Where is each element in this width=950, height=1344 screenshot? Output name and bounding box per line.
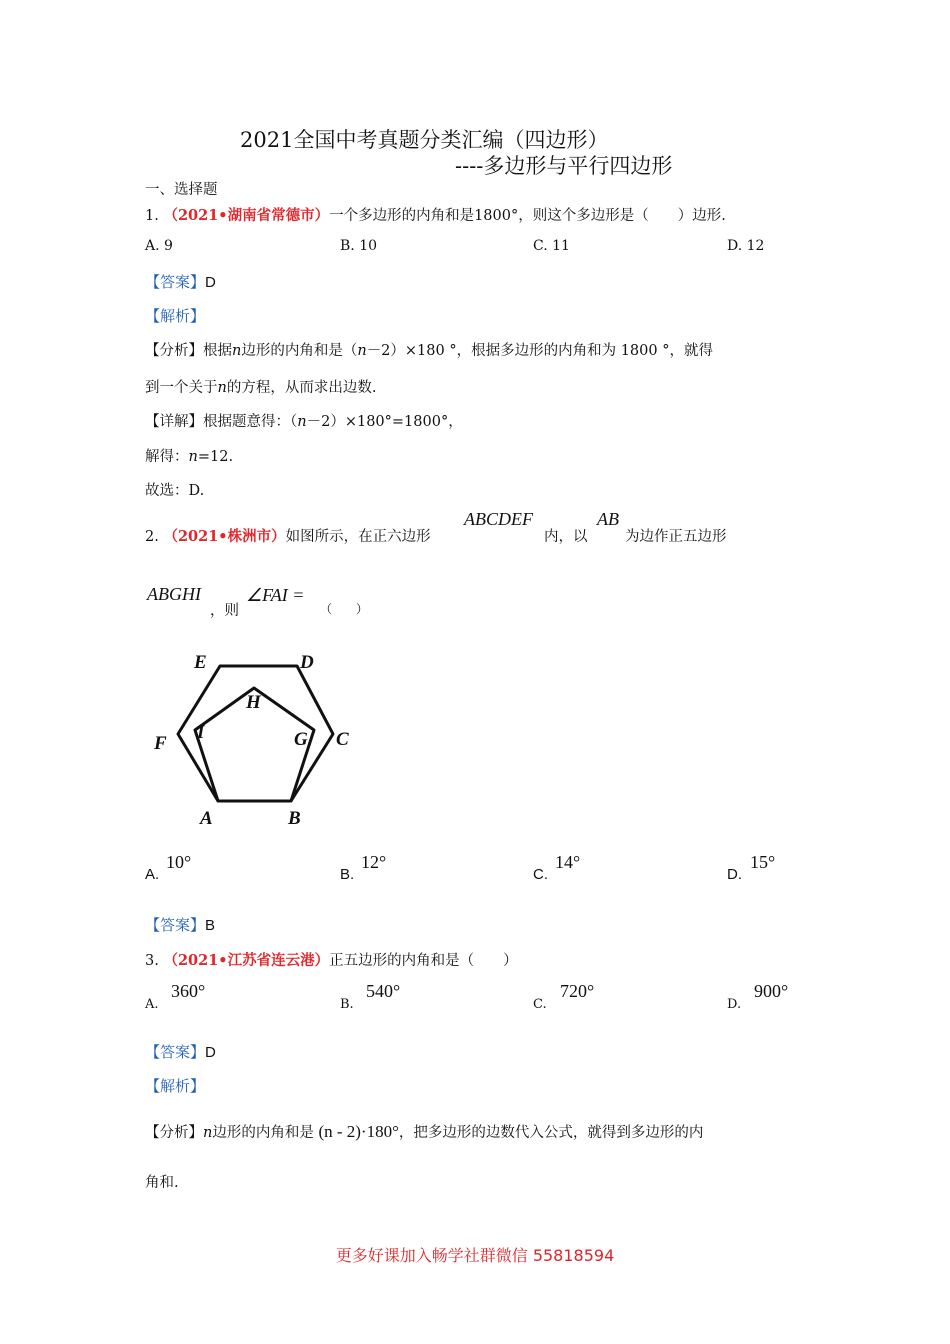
q2-option-a-value: 10°: [166, 852, 192, 872]
q1-option-c: C. 11: [533, 238, 570, 254]
question-text: 如图所示，在正六边形: [285, 529, 431, 545]
angle-fai: ∠FAI =: [246, 585, 305, 605]
answer-label: 【答案】: [145, 916, 206, 934]
q1-guxuan: 故选：D.: [145, 483, 205, 499]
q2-option-b-value: 12°: [361, 852, 387, 872]
text-run: 【分析】根据: [145, 343, 232, 359]
q2-option-b-letter: B.: [340, 866, 355, 883]
text-run: =12.: [197, 449, 234, 465]
question-3-stem: [145, 949, 518, 970]
label-b: B: [288, 808, 301, 829]
text-run: 边形的内角和是: [212, 1125, 314, 1141]
document-subtitle: ----多边形与平行四边形: [455, 154, 673, 178]
q3-fenxi-line2: 角和.: [145, 1175, 179, 1191]
q1-fenxi-line2: [145, 376, 376, 397]
variable-n: n: [232, 343, 242, 359]
label-i: I: [197, 722, 205, 743]
q3-option-b-letter: B.: [340, 997, 354, 1012]
q2-option-c-letter: C.: [533, 866, 548, 883]
q1-analysis-label: 【解析】: [145, 307, 206, 325]
label-c: C: [336, 729, 349, 750]
q2-option-d-letter: D.: [727, 866, 742, 883]
text-run: 到一个关于: [145, 380, 218, 396]
q1-option-b: B. 10: [340, 238, 378, 254]
question-text: 一个多边形的内角和是1800°，则这个多边形是（ ）边形.: [329, 208, 726, 224]
text-run: 【详解】根据题意得：（: [145, 414, 298, 430]
question-number: 2.: [145, 529, 159, 545]
q2-option-a-letter: A.: [145, 866, 160, 883]
answer-label: 【答案】: [145, 1043, 206, 1061]
question-number: 1.: [145, 208, 159, 224]
label-g: G: [294, 729, 308, 750]
question-text: 内，以: [544, 529, 588, 545]
q1-fenxi-line1: [145, 339, 713, 360]
interior-angle-formula: (n - 2)·180°: [318, 1122, 399, 1141]
q2-option-c-value: 14°: [555, 852, 581, 872]
q1-option-a: A. 9: [145, 238, 173, 254]
text-run: ，把多边形的边数代入公式，就得到多边形的内: [398, 1125, 704, 1141]
footer-promo: 更多好课加入畅学社群微信 55818594: [335, 1246, 615, 1265]
label-h: H: [246, 692, 261, 713]
question-2-num: [145, 525, 431, 546]
text-run: －2）×180 °，根据多边形的内角和为 1800 °，就得: [366, 343, 713, 359]
text-run: 解得：: [145, 449, 189, 465]
variable-n: n: [297, 414, 307, 430]
answer-blank: （ ）: [320, 602, 369, 616]
q3-option-a-letter: A.: [145, 997, 159, 1012]
q3-option-a-value: 360°: [171, 981, 206, 1001]
pentagon-name: ABGHI: [147, 584, 201, 604]
label-f: F: [154, 733, 167, 754]
answer-value: D: [205, 1044, 216, 1061]
label-a: A: [200, 808, 213, 829]
question-text: 为边作正五边形: [625, 529, 727, 545]
variable-n: n: [357, 343, 367, 359]
text-run: 边形的内角和是（: [241, 343, 358, 359]
document-title: 2021全国中考真题分类汇编（四边形）: [240, 128, 609, 152]
answer-value: B: [205, 917, 216, 934]
segment-ab: AB: [597, 509, 619, 529]
label-e: E: [194, 652, 207, 673]
q1-xiangjie: [145, 410, 463, 431]
q3-option-d-value: 900°: [754, 981, 789, 1001]
q2-answer: [145, 914, 215, 935]
section-heading: 一、选择题: [145, 182, 218, 198]
question-text: 正五边形的内角和是（ ）: [329, 953, 518, 969]
text-run: 【分析】: [145, 1125, 203, 1141]
question-text: ，则: [210, 603, 239, 619]
question-source: （2021•株洲市）: [163, 528, 286, 545]
answer-label: 【答案】: [145, 273, 206, 291]
question-1-stem: [145, 204, 726, 225]
q3-fenxi-line1: [145, 1121, 703, 1142]
label-d: D: [300, 652, 314, 673]
q3-analysis-label: 【解析】: [145, 1077, 206, 1095]
variable-n: n: [203, 1125, 213, 1141]
question-source: （2021•湖南省常德市）: [163, 207, 330, 224]
q2-option-d-value: 15°: [750, 852, 776, 872]
q3-option-c-value: 720°: [560, 981, 595, 1001]
q1-option-d: D. 12: [727, 238, 765, 254]
text-run: －2）×180°=1800°，: [306, 414, 463, 430]
q1-jiede: [145, 445, 233, 466]
question-source: （2021•江苏省连云港）: [163, 952, 330, 969]
q3-answer: [145, 1041, 216, 1062]
variable-n: n: [188, 449, 198, 465]
text-run: 的方程，从而求出边数.: [226, 380, 377, 396]
q3-option-d-letter: D.: [727, 997, 742, 1012]
hexagon-pentagon-figure: [150, 648, 360, 833]
q1-answer: [145, 271, 216, 292]
hexagon-name: ABCDEF: [464, 509, 533, 529]
q3-option-b-value: 540°: [366, 981, 401, 1001]
q3-option-c-letter: C.: [533, 997, 547, 1012]
question-number: 3.: [145, 953, 159, 969]
answer-value: D: [205, 274, 216, 291]
variable-n: n: [217, 380, 227, 396]
